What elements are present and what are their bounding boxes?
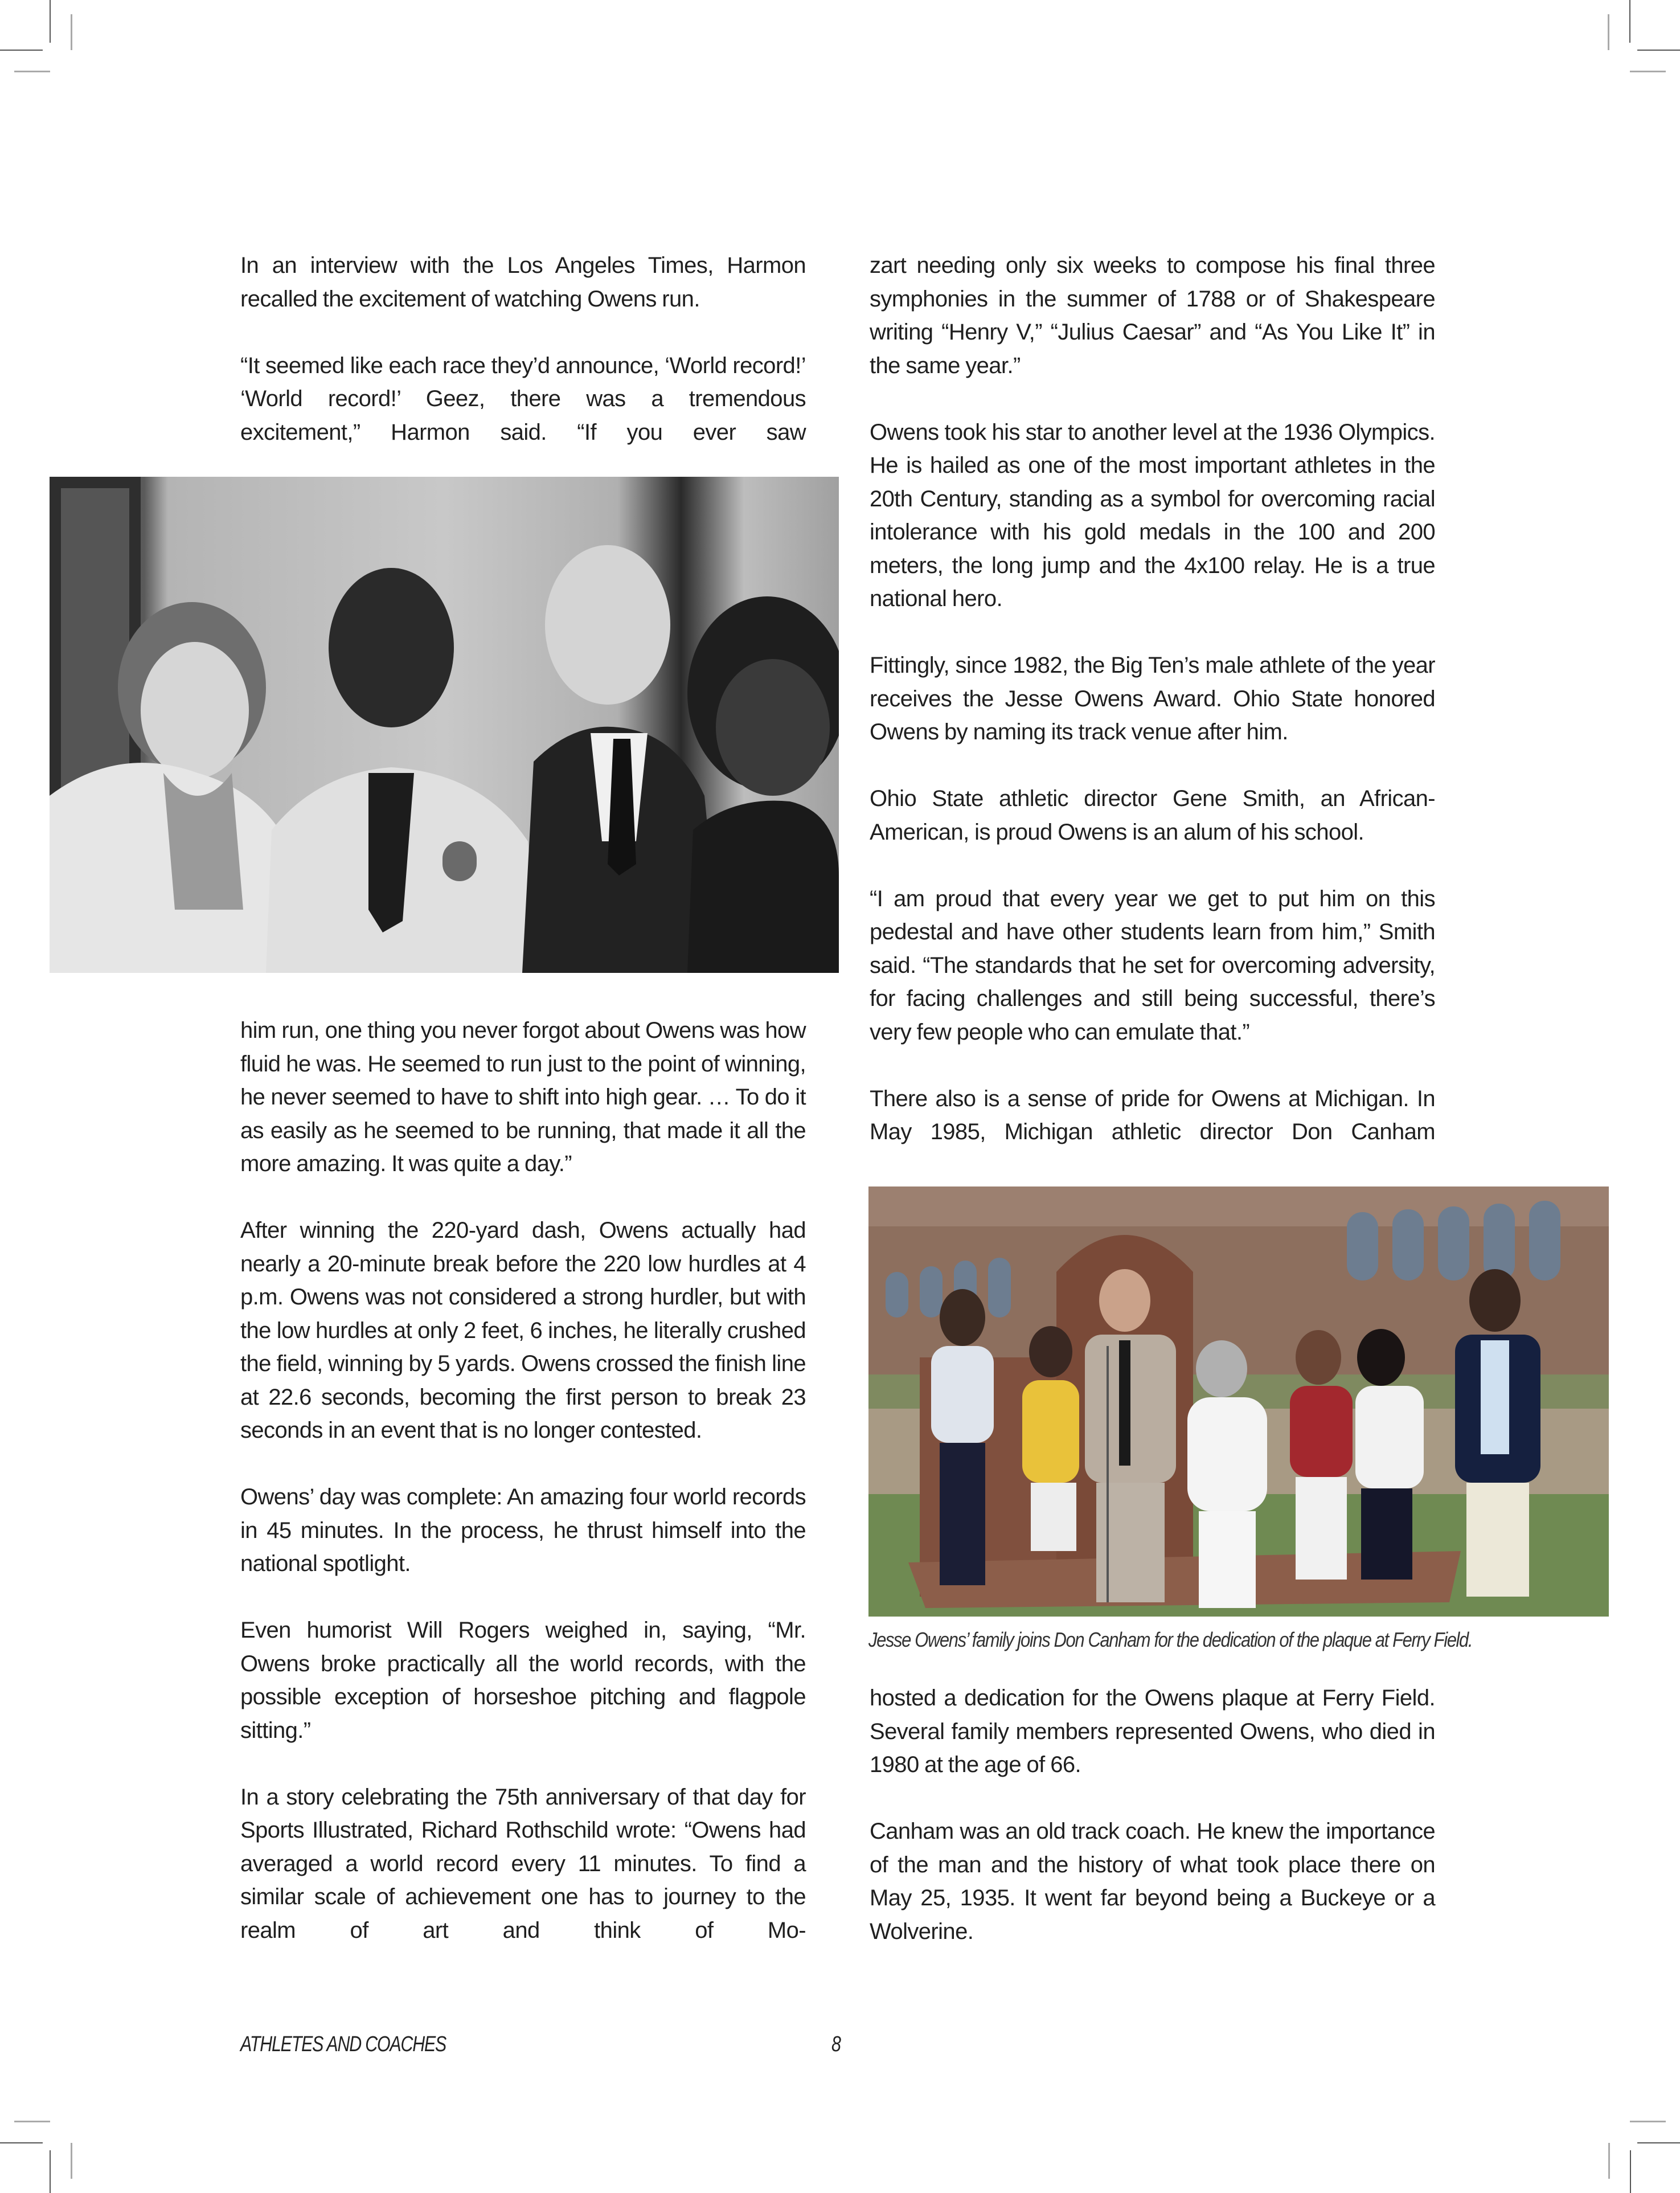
paragraph: Owens’ day was complete: An amazing four world records in 45 minutes. In the process, he thrust himself into the national spotlight. — [240, 1484, 806, 1576]
paragraph: Even humorist Will Rogers weighed in, saying, “Mr. Owens broke practically all the world records, with the possible exception of horseshoe pitching and flagpole sitting.” — [240, 1618, 806, 1743]
crop-mark-top-right-v — [1629, 0, 1630, 43]
bw-photo-owens-group — [50, 477, 839, 973]
crop-mark-bottom-right-h2 — [1630, 2121, 1666, 2122]
left-column-bottom — [240, 1014, 806, 1947]
section-footer: ATHLETES AND COACHES — [240, 2032, 446, 2056]
paragraph: There also is a sense of pride for Owens at Michigan. In May 1985, Michigan athletic director Don Canham — [870, 1086, 1435, 1144]
paragraph: In a story celebrating the 75th anniversary of that day for Sports Illustrated, Richard Rothschild wrote: “Owens had averaged a world record every 11 minutes. To find a similar scale of achievement one has to journey to the realm of art and think of Mo- — [240, 1784, 806, 1943]
color-photo-plaque-dedication — [868, 1186, 1609, 1617]
crop-mark-bottom-right-v2 — [1608, 2143, 1610, 2179]
paragraph: hosted a dedication for the Owens plaque at Ferry Field. Several family members represented Owens, who died in 1980 at the age of 66. — [870, 1685, 1435, 1777]
right-column-top — [870, 249, 1435, 1149]
crop-mark-bottom-right-v — [1630, 2150, 1631, 2193]
paragraph: zart needing only six weeks to compose his final three symphonies in the summer of 1788 or of Shakespeare writing “Henry V,” “Julius Caesar” and “As You Like It” in the same year.” — [870, 253, 1435, 378]
crop-mark-top-right-h2 — [1630, 71, 1666, 72]
paragraph: Owens took his star to another level at the 1936 Olympics. He is hailed as one of the most important athletes in the 20th Century, standing as a symbol for overcoming racial intolerance with his gold medals in the 100 and 200 meters, the long jump and the 4x100 relay. He is a true national hero. — [870, 419, 1435, 611]
paragraph: “It seemed like each race they’d announce, ‘World record!’ ‘World record!’ Geez, there was a tremendous excitement,” Harmon said. “If you ever saw — [240, 353, 806, 445]
paragraph: Fittingly, since 1982, the Big Ten’s male athlete of the year receives the Jesse Owens Award. Ohio State honored Owens by naming its track venue after him. — [870, 653, 1435, 744]
paragraph: “I am proud that every year we get to put him on this pedestal and have other students learn from him,” Smith said. “The standards that he set for overcoming adversity, for facing challenges and still being successful, there’s very few people who can emulate that.” — [870, 886, 1435, 1045]
crop-mark-top-right-h — [1637, 50, 1680, 51]
crop-mark-top-left-v — [50, 0, 51, 43]
crop-mark-top-left-v2 — [71, 14, 72, 50]
paragraph: Ohio State athletic director Gene Smith, an African-American, is proud Owens is an alum of his school. — [870, 786, 1435, 845]
paragraph: After winning the 220-yard dash, Owens actually had nearly a 20-minute break before the 220 low hurdles at 4 p.m. Owens was not considered a strong hurdler, but with the low hurdles at only 2 feet, 6 inches, he literally crushed the field, winning by 5 yards. Owens crossed the finish line at 22.6 seconds, becoming the first person to break 23 seconds in an event that is no longer contested. — [240, 1218, 806, 1443]
paragraph: In an interview with the Los Angeles Times, Harmon recalled the excitement of watching Owens run. — [240, 253, 806, 312]
crop-mark-bottom-right-h — [1637, 2142, 1680, 2143]
crop-mark-bottom-left-h — [0, 2142, 43, 2143]
crop-mark-bottom-left-h2 — [14, 2121, 50, 2122]
crop-mark-bottom-left-v — [50, 2150, 51, 2193]
crop-mark-top-left-h — [0, 50, 43, 51]
color-photo-illustration — [868, 1186, 1609, 1617]
bw-photo-illustration — [50, 477, 839, 973]
crop-mark-bottom-left-v2 — [71, 2143, 72, 2179]
crop-mark-top-right-v2 — [1608, 14, 1609, 50]
paragraph: Canham was an old track coach. He knew the importance of the man and the history of what took place there on May 25, 1935. It went far beyond being a Buckeye or a Wolverine. — [870, 1819, 1435, 1944]
right-column-bottom — [870, 1681, 1435, 1948]
photo-caption: Jesse Owens’ family joins Don Canham for the dedication of the plaque at Ferry Field. — [868, 1628, 1473, 1651]
crop-mark-top-left-h2 — [14, 71, 50, 72]
left-column-top — [240, 249, 806, 449]
paragraph: him run, one thing you never forgot about Owens was how fluid he was. He seemed to run just to the point of winning, he never seemed to have to shift into high gear. … To do it as easily as he seemed to be running, that made it all the more amazing. It was quite a day.” — [240, 1018, 806, 1176]
page-number: 8 — [831, 2032, 841, 2056]
